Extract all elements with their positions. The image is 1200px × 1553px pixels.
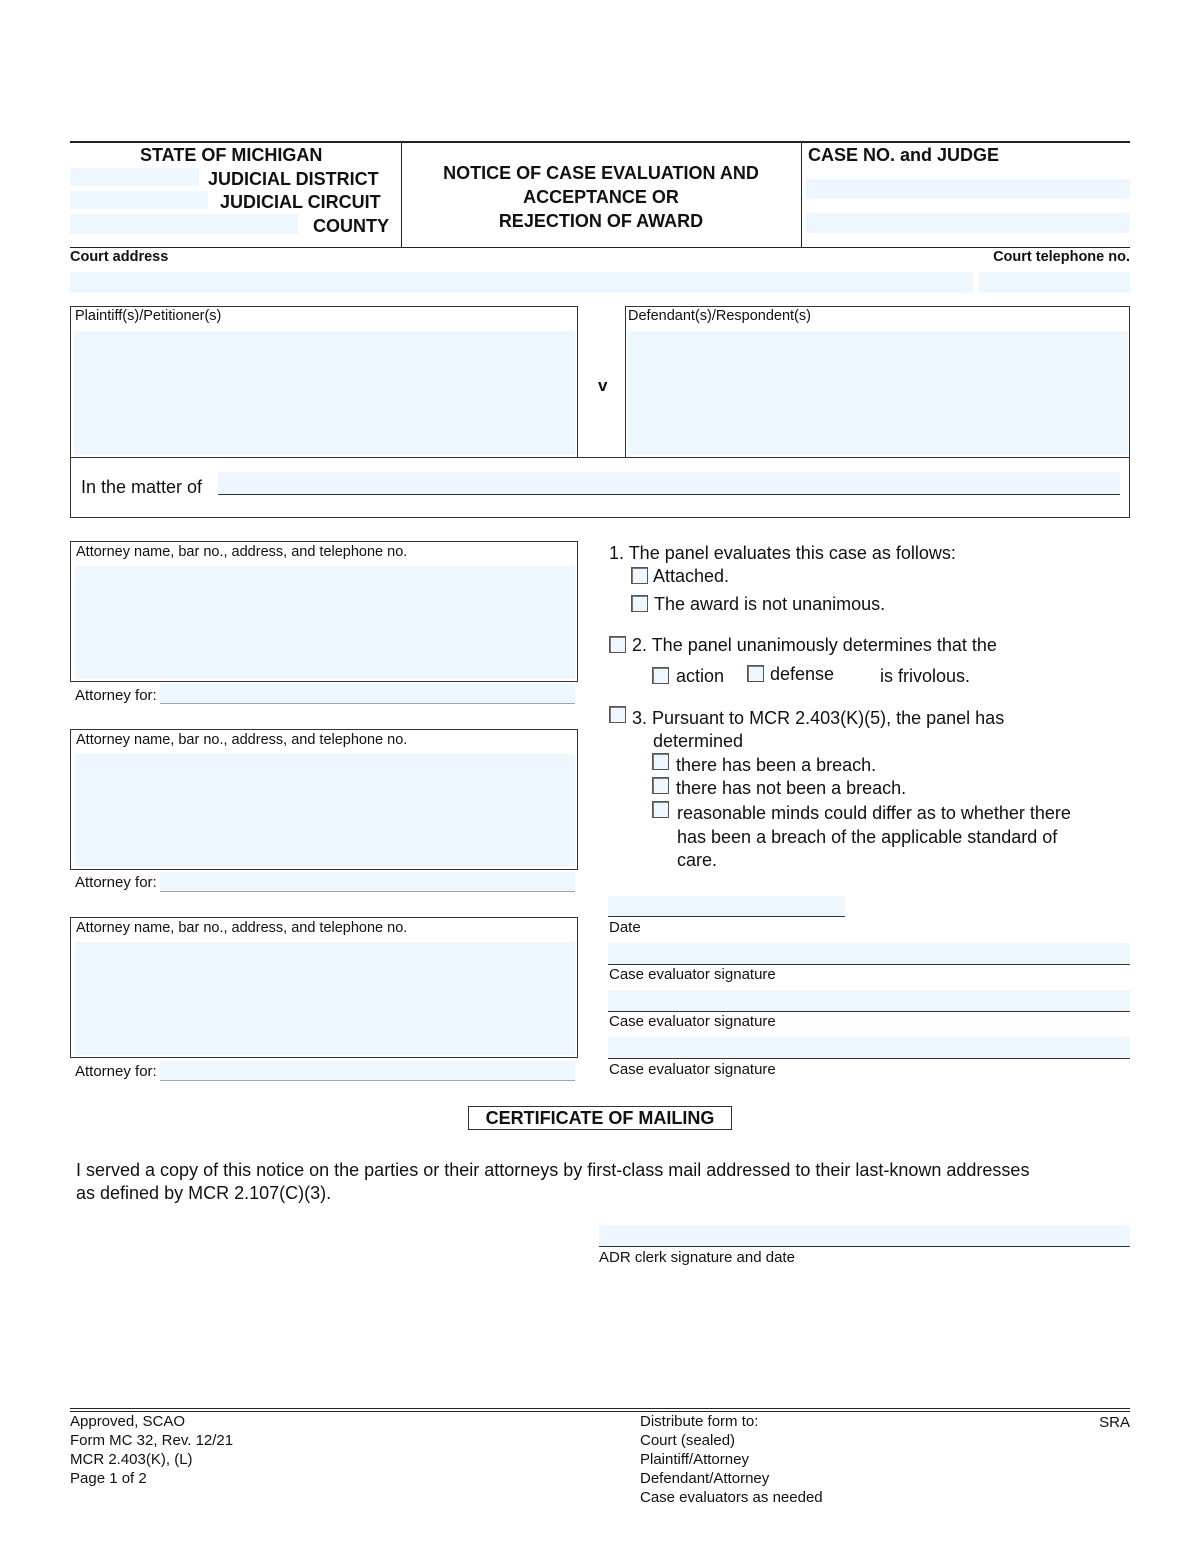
attorney-label-1: Attorney name, bar no., address, and telephone no. <box>76 544 408 560</box>
footer-page: Page 1 of 2 <box>70 1470 147 1487</box>
header-top-rule <box>70 141 1130 143</box>
court-address-label: Court address <box>70 249 169 265</box>
distribute-plaintiff: Plaintiff/Attorney <box>640 1451 749 1468</box>
district-input[interactable] <box>70 168 199 186</box>
judicial-circuit-label: JUDICIAL CIRCUIT <box>220 192 381 212</box>
court-address-input[interactable] <box>70 272 973 293</box>
certificate-text-line2: as defined by MCR 2.107(C)(3). <box>76 1183 332 1203</box>
date-label: Date <box>609 919 641 936</box>
footer-approved: Approved, SCAO <box>70 1413 186 1430</box>
item3-text-line1: 3. Pursuant to MCR 2.403(K)(5), the panel has <box>632 708 1005 728</box>
court-telephone-input[interactable] <box>979 272 1130 293</box>
attorney-for-label-2: Attorney for: <box>75 874 157 891</box>
evaluator-label-2: Case evaluator signature <box>609 1013 776 1030</box>
plaintiff-input[interactable] <box>74 331 575 455</box>
not-unanimous-checkbox[interactable] <box>631 595 648 612</box>
item2-checkbox[interactable] <box>609 636 626 653</box>
evaluator-signature-2[interactable] <box>608 990 1130 1012</box>
item1-text: 1. The panel evaluates this case as follows: <box>609 543 956 563</box>
action-label: action <box>676 666 725 686</box>
distribute-defendant: Defendant/Attorney <box>640 1470 770 1487</box>
defense-checkbox[interactable] <box>747 665 764 682</box>
minds-differ-line3: care. <box>677 850 718 870</box>
attorney-input-1[interactable] <box>75 566 575 679</box>
attorney-for-label-3: Attorney for: <box>75 1063 157 1080</box>
attorney-input-2[interactable] <box>75 754 575 867</box>
evaluator-label-1: Case evaluator signature <box>609 966 776 983</box>
versus-label: v <box>598 376 608 395</box>
attached-label: Attached. <box>653 566 730 586</box>
footer-sra: SRA <box>1099 1414 1130 1431</box>
distribute-evaluators: Case evaluators as needed <box>640 1489 823 1506</box>
attorney-label-2: Attorney name, bar no., address, and telephone no. <box>76 732 408 748</box>
matter-input[interactable] <box>218 472 1120 495</box>
form-title-line2: ACCEPTANCE OR <box>523 187 679 207</box>
judge-input[interactable] <box>806 213 1130 233</box>
evaluator-signature-3[interactable] <box>608 1037 1130 1059</box>
form-title-line3: REJECTION OF AWARD <box>498 211 704 231</box>
footer-mcr: MCR 2.403(K), (L) <box>70 1451 193 1468</box>
minds-differ-label <box>677 802 1071 873</box>
county-input[interactable] <box>70 214 298 234</box>
case-no-label: CASE NO. and JUDGE <box>808 145 1000 165</box>
attorney-label-3: Attorney name, bar no., address, and telephone no. <box>76 920 408 936</box>
form-title <box>402 161 800 233</box>
frivolous-label: is frivolous. <box>880 666 971 686</box>
minds-differ-line1: reasonable minds could differ as to whether there <box>677 803 1071 823</box>
item3-text-line2: determined <box>653 731 744 751</box>
attorney-for-label-1: Attorney for: <box>75 687 157 704</box>
not-unanimous-label: The award is not unanimous. <box>654 594 886 614</box>
attorney-for-input-3[interactable] <box>160 1061 575 1081</box>
defense-label: defense <box>770 664 835 684</box>
county-label: COUNTY <box>313 216 389 236</box>
matter-label: In the matter of <box>81 477 203 497</box>
footer-form-no: Form MC 32, Rev. 12/21 <box>70 1432 234 1449</box>
distribute-heading: Distribute form to: <box>640 1413 759 1430</box>
certificate-text-line1: I served a copy of this notice on the parties or their attorneys by first-class mail addressed to their last-known addresses <box>76 1160 1030 1180</box>
defendant-input[interactable] <box>628 331 1128 455</box>
attorney-input-3[interactable] <box>75 942 575 1055</box>
item2-text: 2. The panel unanimously determines that the <box>632 635 997 655</box>
footer-distribute <box>640 1412 823 1507</box>
breach-checkbox[interactable] <box>652 753 669 770</box>
defendant-label: Defendant(s)/Respondent(s) <box>628 308 811 324</box>
date-input[interactable] <box>608 896 845 917</box>
evaluator-label-3: Case evaluator signature <box>609 1061 776 1078</box>
header-divider-right <box>801 143 802 247</box>
evaluator-signature-1[interactable] <box>608 943 1130 965</box>
clerk-signature-label: ADR clerk signature and date <box>599 1249 795 1266</box>
attached-checkbox[interactable] <box>631 567 648 584</box>
attorney-for-input-1[interactable] <box>160 684 575 704</box>
footer-rule-1 <box>70 1408 1130 1409</box>
circuit-input[interactable] <box>70 191 208 209</box>
form-title-line1: NOTICE OF CASE EVALUATION AND <box>443 163 759 183</box>
no-breach-checkbox[interactable] <box>652 777 669 794</box>
header-bottom-rule <box>70 247 1130 248</box>
distribute-court: Court (sealed) <box>640 1432 736 1449</box>
minds-differ-line2: has been a breach of the applicable standard of <box>677 826 1058 847</box>
case-number-input[interactable] <box>806 179 1130 199</box>
breach-label: there has been a breach. <box>676 755 877 775</box>
certificate-text <box>76 1159 1130 1205</box>
minds-differ-checkbox[interactable] <box>652 801 669 818</box>
court-telephone-label: Court telephone no. <box>993 249 1130 265</box>
attorney-for-input-2[interactable] <box>160 872 575 892</box>
footer-left <box>70 1412 233 1488</box>
judicial-district-label: JUDICIAL DISTRICT <box>208 169 379 189</box>
action-checkbox[interactable] <box>652 667 669 684</box>
no-breach-label: there has not been a breach. <box>676 778 907 798</box>
certificate-title: CERTIFICATE OF MAILING <box>468 1106 732 1130</box>
clerk-signature-input[interactable] <box>599 1225 1130 1247</box>
plaintiff-label: Plaintiff(s)/Petitioner(s) <box>75 308 222 324</box>
state-heading: STATE OF MICHIGAN <box>140 145 323 165</box>
item3-checkbox[interactable] <box>609 706 626 723</box>
